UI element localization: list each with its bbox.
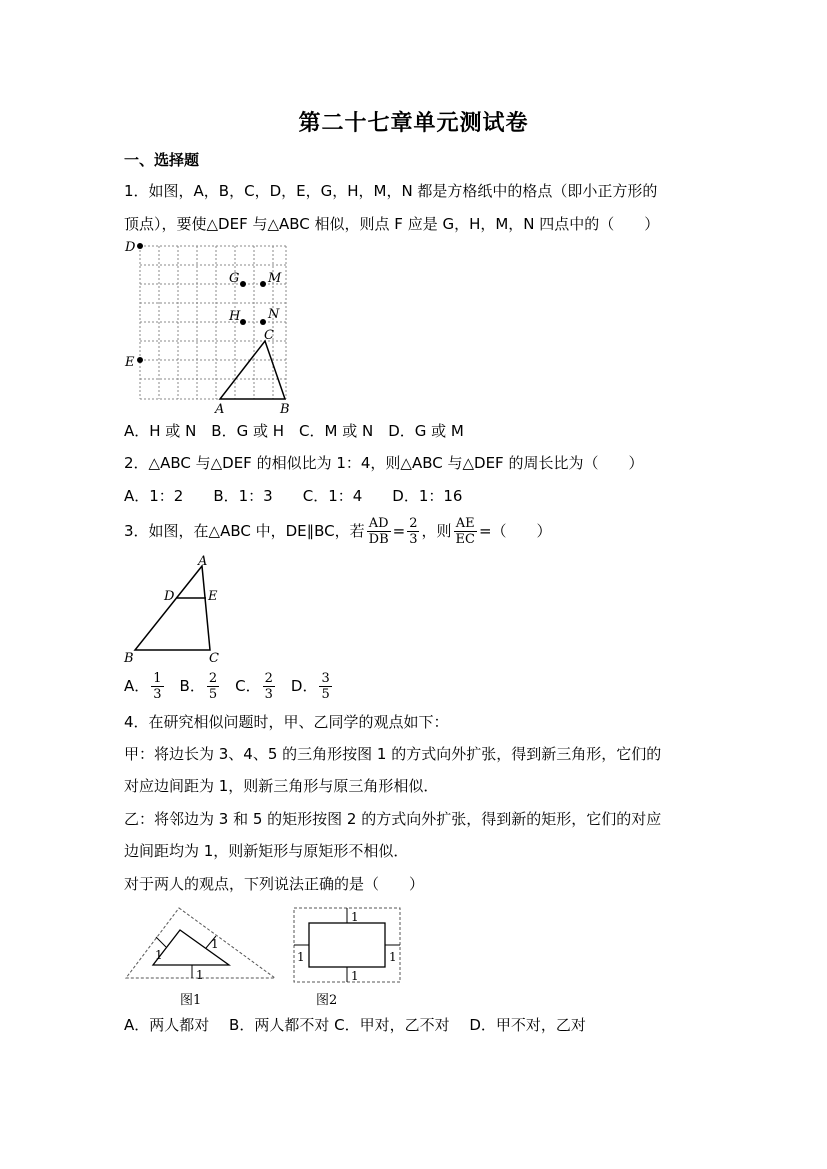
q1-stem-line2: 顶点），要使△DEF 与△ABC 相似，则点 F 应是 G，H，M，N 四点中的（ ） (124, 215, 660, 233)
q4-stem: 4．在研究相似问题时，甲、乙同学的观点如下： (124, 713, 449, 731)
q1-stem-line1: 1．如图，A，B，C，D，E，G，H，M，N 都是方格纸中的格点（即小正方形的 (124, 182, 658, 200)
q4-figure-1 (122, 903, 282, 1009)
point-g (240, 281, 246, 287)
q1-grid-figure (118, 236, 298, 418)
fig1-caption: 图1 (180, 993, 202, 1008)
label-e: E (208, 589, 218, 604)
q3-triangle-figure (118, 552, 238, 666)
q3-fraction-ad-db: $\frac{AD}{DB}$ (368, 516, 389, 547)
q3-stem-part3: =（ ） (478, 522, 552, 540)
page-title: 第二十七章单元测试卷 (298, 110, 529, 136)
q4-jia-line1: 甲：将边长为 3、4、5 的三角形按图 1 的方式向外扩张，得到新三角形，它们的 (124, 745, 662, 763)
q3-fraction-2-3: $\frac{2}{3}$ (409, 516, 418, 547)
label-h: H (229, 309, 241, 324)
fig2-mark-top: 1 (351, 910, 359, 924)
q4-figure-2 (288, 903, 408, 1009)
q3-option-a-fraction: $\frac{1}{3}$ (153, 671, 162, 702)
fig1-mark-left: 1 (155, 948, 163, 962)
q4-jia-line2: 对应边间距为 1，则新三角形与原三角形相似． (124, 777, 439, 795)
fig2-mark-bottom: 1 (351, 969, 359, 983)
q4-yi-line2: 边间距均为 1，则新矩形与原矩形不相似． (124, 842, 409, 860)
fig2-caption: 图2 (316, 993, 338, 1008)
q2-options: A．1：2 B．1：3 C．1：4 D．1：16 (124, 487, 463, 505)
q3-stem: 3．如图，在△ABC 中，DE∥BC，若 $\frac{AD}{DB}$ = $\frac{2}{3}$ ，则 $\frac{AE}{EC}$ =（ ） (124, 516, 552, 547)
point-n (260, 319, 266, 325)
q3-option-b-fraction: $\frac{2}{5}$ (208, 671, 218, 702)
section-heading: 一、选择题 (124, 151, 200, 169)
q4-yi-line1: 乙：将邻边为 3 和 5 的矩形按图 2 的方式向外扩张，得到新的矩形，它们的对应 (124, 810, 662, 828)
fig2-mark-right: 1 (389, 950, 397, 964)
point-h (240, 319, 246, 325)
label-b: B (124, 651, 134, 666)
point-m (260, 281, 266, 287)
label-g: G (229, 271, 240, 286)
original-rectangle (309, 923, 385, 967)
fig1-mark-bottom: 1 (196, 968, 204, 982)
q3-stem-part1: 3．如图，在△ABC 中，DE∥BC，若 (124, 522, 365, 540)
fig1-mark-right: 1 (211, 937, 219, 951)
q4-question: 对于两人的观点，下列说法正确的是（ ） (124, 875, 425, 893)
label-d: D (164, 589, 175, 604)
fig2-mark-left: 1 (297, 950, 305, 964)
label-b: B (280, 402, 290, 417)
triangle-abc (135, 566, 210, 650)
point-e (137, 357, 143, 363)
label-a: A (215, 402, 225, 417)
label-c: C (209, 651, 219, 666)
label-m: M (268, 271, 282, 286)
q3-options: A． $\frac{1}{3}$ B． $\frac{2}{5}$ C． $\frac{2}{3}$ D． $\frac{3}{5}$ (124, 671, 330, 702)
label-e: E (125, 355, 135, 370)
q3-option-d-fraction: $\frac{3}{5}$ (321, 671, 330, 702)
q1-options: A．H 或 N B．G 或 H C．M 或 N D．G 或 M (124, 422, 464, 440)
label-c: C (264, 328, 274, 343)
q4-options: A．两人都对 B．两人都不对 C．甲对，乙不对 D．甲不对，乙对 (124, 1016, 586, 1034)
label-d: D (125, 240, 136, 255)
q2-stem: 2．△ABC 与△DEF 的相似比为 1：4，则△ABC 与△DEF 的周长比为（ ） (124, 454, 644, 472)
q3-stem-part2: ，则 (421, 522, 452, 540)
q3-fraction-ae-ec: $\frac{AE}{EC}$ (455, 516, 475, 547)
point-d (137, 243, 143, 249)
q3-option-c-fraction: $\frac{2}{3}$ (264, 671, 273, 702)
label-a: A (198, 554, 208, 569)
label-n: N (268, 307, 280, 322)
triangle-abc (220, 341, 285, 399)
